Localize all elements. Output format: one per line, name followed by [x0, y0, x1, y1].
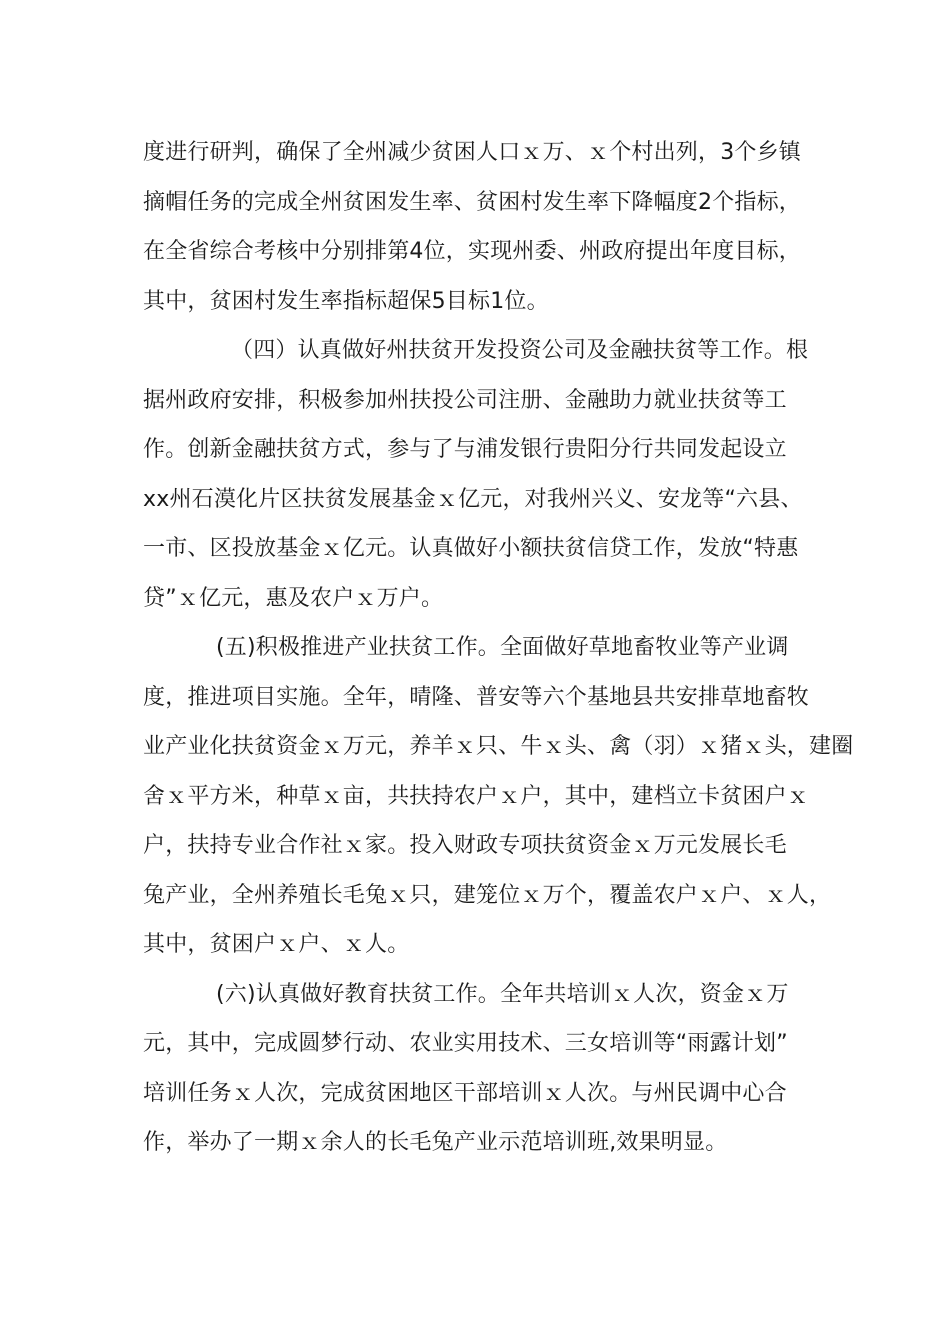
text-line: 兔产业，全州养殖长毛兔ｘ只，建笼位ｘ万个，覆盖农户ｘ户、ｘ人， — [143, 882, 832, 908]
text-line: 据州政府安排，积极参加州扶投公司注册、金融助力就业扶贫等工 — [143, 387, 787, 413]
text-line: 在全省综合考核中分别排第4位，实现州委、州政府提出年度目标， — [143, 239, 801, 264]
text-line: 业产业化扶贫资金ｘ万元，养羊ｘ只、牛ｘ头、禽（羽）ｘ猪ｘ头，建圈 — [143, 734, 854, 759]
section-heading-line: (五)积极推进产业扶贫工作。全面做好草地畜牧业等产业调 — [216, 635, 789, 660]
text-line: 培训任务ｘ人次，完成贫困地区干部培训ｘ人次。与州民调中心合 — [143, 1080, 787, 1106]
text-line: 作，举办了一期ｘ余人的长毛兔产业示范培训班,效果明显。 — [143, 1130, 728, 1155]
text-line: xx州石漠化片区扶贫发展基金ｘ亿元，对我州兴义、安龙等“六县、 — [143, 486, 803, 512]
section-heading-line: （四）认真做好州扶贫开发投资公司及金融扶贫等工作。根 — [231, 338, 809, 363]
text-line: 作。创新金融扶贫方式，参与了与浦发银行贵阳分行共同发起设立 — [143, 437, 787, 462]
text-line: 舍ｘ平方米，种草ｘ亩，共扶持农户ｘ户，其中，建档立卡贫困户ｘ — [143, 783, 810, 809]
text-line: 度进行研判，确保了全州减少贫困人口ｘ万、ｘ个村出列，3个乡镇 — [143, 140, 801, 165]
text-line: 摘帽任务的完成全州贫困发生率、贫困村发生率下降幅度2个指标， — [143, 189, 801, 215]
text-line: 其中，贫困村发生率指标超保5目标1位。 — [143, 288, 549, 314]
text-line: 其中，贫困户ｘ户、ｘ人。 — [143, 932, 410, 957]
document-page — [143, 128, 854, 1168]
text-line: 度，推进项目实施。全年，晴隆、普安等六个基地县共安排草地畜牧 — [143, 684, 810, 710]
text-line: 元，其中，完成圆梦行动、农业实用技术、三女培训等“雨露计划” — [143, 1031, 788, 1056]
text-line: 贷”ｘ亿元，惠及农户ｘ万户。 — [143, 585, 444, 611]
text-line: 户，扶持专业合作社ｘ家。投入财政专项扶贫资金ｘ万元发展长毛 — [143, 833, 787, 858]
section-heading-line: (六)认真做好教育扶贫工作。全年共培训ｘ人次，资金ｘ万 — [216, 981, 789, 1007]
text-line: 一市、区投放基金ｘ亿元。认真做好小额扶贫信贷工作，发放“特惠 — [143, 536, 799, 561]
